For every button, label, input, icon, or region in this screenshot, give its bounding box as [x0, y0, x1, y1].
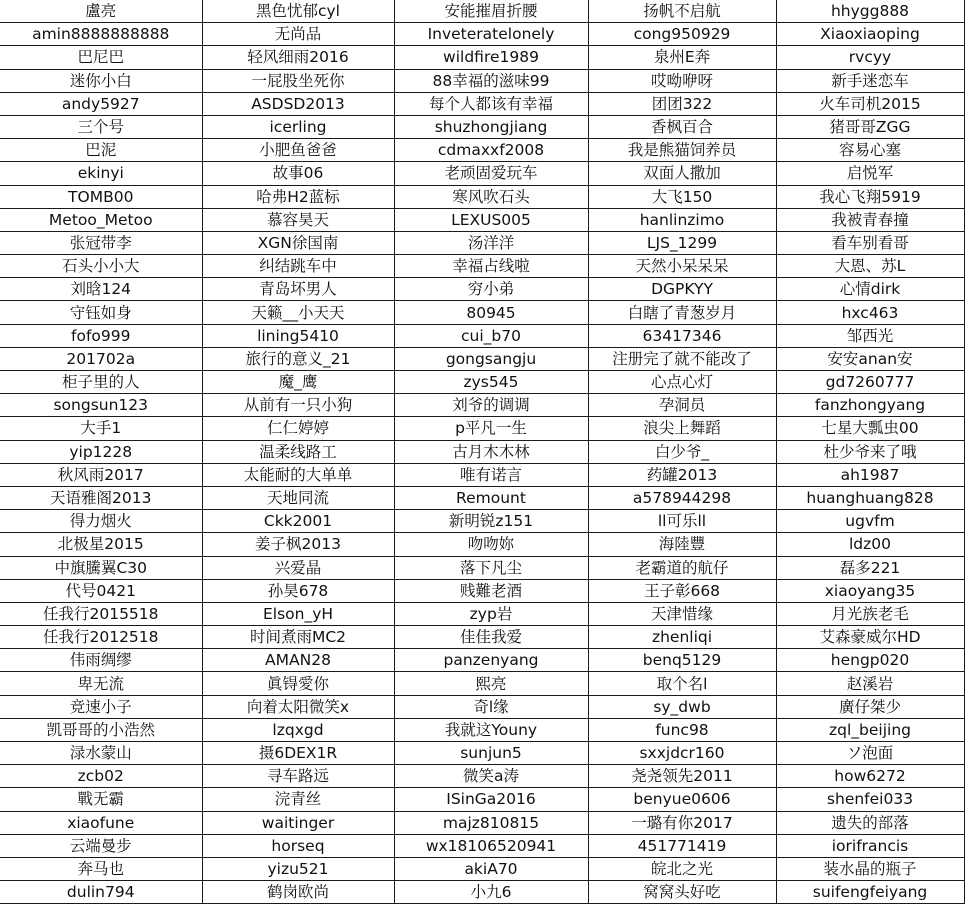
- table-cell: suifengfeiyang: [776, 881, 964, 904]
- table-cell: 201702a: [0, 347, 202, 370]
- table-cell: 仁仁婷婷: [202, 417, 394, 440]
- table-row: [0, 92, 964, 115]
- table-cell: 小肥鱼爸爸: [202, 139, 394, 162]
- table-row: [0, 857, 964, 880]
- table-cell: 北极星2015: [0, 533, 202, 556]
- table-cell: 老霸道的航仔: [588, 556, 776, 579]
- table-cell: 海陸豐: [588, 533, 776, 556]
- table-cell: 药罐2013: [588, 463, 776, 486]
- table-row: [0, 579, 964, 602]
- table-row: [0, 672, 964, 695]
- table-cell: 卑无流: [0, 672, 202, 695]
- table-cell: func98: [588, 718, 776, 741]
- table-cell: zys545: [394, 371, 588, 394]
- table-cell: XGN徐国南: [202, 231, 394, 254]
- table-cell: zyp岩: [394, 602, 588, 625]
- table-cell: 代号0421: [0, 579, 202, 602]
- table-cell: andy5927: [0, 92, 202, 115]
- table-cell: ll可乐ll: [588, 510, 776, 533]
- table-cell: a578944298: [588, 486, 776, 509]
- table-cell: 浣青丝: [202, 788, 394, 811]
- table-cell: 汤洋洋: [394, 231, 588, 254]
- table-cell: 守钰如身: [0, 301, 202, 324]
- table-row: [0, 162, 964, 185]
- table-cell: 88幸福的滋味99: [394, 69, 588, 92]
- table-cell: 80945: [394, 301, 588, 324]
- table-cell: 戰无霸: [0, 788, 202, 811]
- table-cell: 一璐有你2017: [588, 811, 776, 834]
- table-row: [0, 185, 964, 208]
- table-cell: DGPKYY: [588, 278, 776, 301]
- table-cell: 竞速小子: [0, 695, 202, 718]
- table-cell: akiA70: [394, 857, 588, 880]
- table-cell: 微笑a涛: [394, 765, 588, 788]
- table-cell: 凯哥哥的小浩然: [0, 718, 202, 741]
- table-cell: ldz00: [776, 533, 964, 556]
- table-cell: 迷你小白: [0, 69, 202, 92]
- table-cell: hengp020: [776, 649, 964, 672]
- table-cell: 天津惜缘: [588, 602, 776, 625]
- table-cell: Metoo_Metoo: [0, 208, 202, 231]
- table-cell: wildfire1989: [394, 46, 588, 69]
- table-cell: how6272: [776, 765, 964, 788]
- table-cell: fanzhongyang: [776, 394, 964, 417]
- table-cell: 寻车路远: [202, 765, 394, 788]
- table-cell: 石头小小大: [0, 255, 202, 278]
- table-cell: amin8888888888: [0, 23, 202, 46]
- table-cell: 旅行的意义_21: [202, 347, 394, 370]
- table-cell: majz810815: [394, 811, 588, 834]
- table-cell: 魔_鹰: [202, 371, 394, 394]
- table-cell: 大恩、苏L: [776, 255, 964, 278]
- table-cell: ISinGa2016: [394, 788, 588, 811]
- table-cell: 大手1: [0, 417, 202, 440]
- table-cell: 新手迷恋车: [776, 69, 964, 92]
- table-cell: AMAN28: [202, 649, 394, 672]
- table-cell: 磊多221: [776, 556, 964, 579]
- table-cell: sunjun5: [394, 742, 588, 765]
- table-cell: 皖北之光: [588, 857, 776, 880]
- table-cell: 七星大瓢虫00: [776, 417, 964, 440]
- table-cell: 奇l缘: [394, 695, 588, 718]
- table-cell: 秋风雨2017: [0, 463, 202, 486]
- table-cell: p平凡一生: [394, 417, 588, 440]
- table-cell: cui_b70: [394, 324, 588, 347]
- table-cell: wx18106520941: [394, 834, 588, 857]
- table-cell: 刘晗124: [0, 278, 202, 301]
- table-row: [0, 371, 964, 394]
- table-cell: gongsangju: [394, 347, 588, 370]
- table-cell: 寒风吹石头: [394, 185, 588, 208]
- table-row: [0, 440, 964, 463]
- table-cell: yip1228: [0, 440, 202, 463]
- table-cell: 王子彰668: [588, 579, 776, 602]
- table-cell: zcb02: [0, 765, 202, 788]
- table-cell: 眞锝愛你: [202, 672, 394, 695]
- table-cell: 中旗騰翼C30: [0, 556, 202, 579]
- table-row: [0, 834, 964, 857]
- table-cell: ソ泡面: [776, 742, 964, 765]
- table-cell: 幸福占线啦: [394, 255, 588, 278]
- table-cell: sxxjdcr160: [588, 742, 776, 765]
- table-row: [0, 417, 964, 440]
- table-row: [0, 742, 964, 765]
- table-cell: Remount: [394, 486, 588, 509]
- table-cell: 青岛坏男人: [202, 278, 394, 301]
- table-cell: 安能摧眉折腰: [394, 0, 588, 23]
- table-cell: 天地同流: [202, 486, 394, 509]
- table-cell: hxc463: [776, 301, 964, 324]
- table-cell: shuzhongjiang: [394, 115, 588, 138]
- table-cell: waitinger: [202, 811, 394, 834]
- table-cell: 香枫百合: [588, 115, 776, 138]
- table-cell: Inveteratelonely: [394, 23, 588, 46]
- table-row: [0, 115, 964, 138]
- table-cell: ugvfm: [776, 510, 964, 533]
- table-cell: xiaoyang35: [776, 579, 964, 602]
- table-cell: 温柔线路工: [202, 440, 394, 463]
- table-cell: 火车司机2015: [776, 92, 964, 115]
- table-cell: hanlinzimo: [588, 208, 776, 231]
- table-cell: 太能耐的大单单: [202, 463, 394, 486]
- table-cell: 熙亮: [394, 672, 588, 695]
- table-cell: lzqxgd: [202, 718, 394, 741]
- table-cell: 三个号: [0, 115, 202, 138]
- table-row: [0, 69, 964, 92]
- table-cell: 63417346: [588, 324, 776, 347]
- table-cell: 新明锐z151: [394, 510, 588, 533]
- table-cell: 得力烟火: [0, 510, 202, 533]
- table-cell: ASDSD2013: [202, 92, 394, 115]
- table-cell: cong950929: [588, 23, 776, 46]
- table-cell: benyue0606: [588, 788, 776, 811]
- table-cell: 一屁股坐死你: [202, 69, 394, 92]
- table-row: [0, 46, 964, 69]
- table-row: [0, 881, 964, 904]
- table-cell: 装水晶的瓶子: [776, 857, 964, 880]
- table-row: [0, 765, 964, 788]
- table-cell: 我心飞翔5919: [776, 185, 964, 208]
- table-cell: 任我行2012518: [0, 626, 202, 649]
- table-cell: 穷小弟: [394, 278, 588, 301]
- table-cell: songsun123: [0, 394, 202, 417]
- table-cell: 团团322: [588, 92, 776, 115]
- table-cell: 天然小呆呆呆: [588, 255, 776, 278]
- table-row: [0, 255, 964, 278]
- table-cell: 天语雅阁2013: [0, 486, 202, 509]
- table-cell: 姜子枫2013: [202, 533, 394, 556]
- table-cell: 扬帆不启航: [588, 0, 776, 23]
- table-cell: 心情dirk: [776, 278, 964, 301]
- table-cell: 我被青春撞: [776, 208, 964, 231]
- table-cell: lining5410: [202, 324, 394, 347]
- table-cell: benq5129: [588, 649, 776, 672]
- table-cell: 刘爷的调调: [394, 394, 588, 417]
- table-cell: shenfei033: [776, 788, 964, 811]
- table-cell: Elson_yH: [202, 602, 394, 625]
- table-cell: 双面人撒加: [588, 162, 776, 185]
- table-cell: 安安anan安: [776, 347, 964, 370]
- table-cell: 吻吻妳: [394, 533, 588, 556]
- table-row: [0, 695, 964, 718]
- table-cell: 慕容昊天: [202, 208, 394, 231]
- table-cell: Xiaoxiaoping: [776, 23, 964, 46]
- table-cell: 天籁__小天天: [202, 301, 394, 324]
- table-cell: 浪尖上舞蹈: [588, 417, 776, 440]
- table-cell: LEXUS005: [394, 208, 588, 231]
- table-row: [0, 0, 964, 23]
- table-cell: icerling: [202, 115, 394, 138]
- table-cell: 云端曼步: [0, 834, 202, 857]
- table-cell: ah1987: [776, 463, 964, 486]
- table-cell: 月光族老毛: [776, 602, 964, 625]
- table-cell: 邹西光: [776, 324, 964, 347]
- table-row: [0, 718, 964, 741]
- table-cell: 艾森豪威尔HD: [776, 626, 964, 649]
- table-row: [0, 811, 964, 834]
- table-cell: cdmaxxf2008: [394, 139, 588, 162]
- table-cell: Ckk2001: [202, 510, 394, 533]
- table-cell: huanghuang828: [776, 486, 964, 509]
- table-cell: panzenyang: [394, 649, 588, 672]
- table-cell: 哈弗H2蓝标: [202, 185, 394, 208]
- table-cell: 我是熊猫饲养员: [588, 139, 776, 162]
- table-cell: 巴泥: [0, 139, 202, 162]
- table-cell: zhenliqi: [588, 626, 776, 649]
- table-row: [0, 301, 964, 324]
- table-cell: iorifrancis: [776, 834, 964, 857]
- table-cell: 兴爱晶: [202, 556, 394, 579]
- table-cell: 纠结跳车中: [202, 255, 394, 278]
- table-cell: xiaofune: [0, 811, 202, 834]
- table-cell: 向着太阳微笑x: [202, 695, 394, 718]
- table-cell: 老顽固爱玩车: [394, 162, 588, 185]
- table-cell: 尧尧领先2011: [588, 765, 776, 788]
- table-cell: 贱難老酒: [394, 579, 588, 602]
- table-cell: 猪哥哥ZGG: [776, 115, 964, 138]
- table-cell: 遗失的部落: [776, 811, 964, 834]
- table-cell: 泉州E奔: [588, 46, 776, 69]
- table-cell: 鹤岗欧尚: [202, 881, 394, 904]
- table-cell: 任我行2015518: [0, 602, 202, 625]
- table-cell: 小九6: [394, 881, 588, 904]
- table-cell: 廣仔桀少: [776, 695, 964, 718]
- table-cell: 从前有一只小狗: [202, 394, 394, 417]
- table-cell: 轻风细雨2016: [202, 46, 394, 69]
- table-row: [0, 347, 964, 370]
- table-cell: 故事06: [202, 162, 394, 185]
- table-cell: 容易心塞: [776, 139, 964, 162]
- table-cell: 黑色忧郁cyl: [202, 0, 394, 23]
- table-cell: 我就这Youny: [394, 718, 588, 741]
- table-cell: 大飞150: [588, 185, 776, 208]
- table-cell: 孕洞员: [588, 394, 776, 417]
- table-cell: horseq: [202, 834, 394, 857]
- table-cell: 白少爷_: [588, 440, 776, 463]
- table-cell: 注册完了就不能改了: [588, 347, 776, 370]
- table-cell: 白瞎了青葱岁月: [588, 301, 776, 324]
- table-row: [0, 208, 964, 231]
- table-row: [0, 533, 964, 556]
- table-cell: 杜少爷来了哦: [776, 440, 964, 463]
- table-cell: 心点心灯: [588, 371, 776, 394]
- table-cell: 唯有诺言: [394, 463, 588, 486]
- table-cell: 伟雨绸缪: [0, 649, 202, 672]
- table-cell: 奔马也: [0, 857, 202, 880]
- table-row: [0, 278, 964, 301]
- table-row: [0, 23, 964, 46]
- table-cell: 张冠带李: [0, 231, 202, 254]
- table-cell: 佳佳我爱: [394, 626, 588, 649]
- table-cell: 启悦军: [776, 162, 964, 185]
- table-cell: 每个人都该有幸福: [394, 92, 588, 115]
- table-cell: 取个名l: [588, 672, 776, 695]
- table-row: [0, 788, 964, 811]
- table-cell: fofo999: [0, 324, 202, 347]
- table-cell: sy_dwb: [588, 695, 776, 718]
- table-cell: 看车别看哥: [776, 231, 964, 254]
- table-row: [0, 602, 964, 625]
- table-cell: ekinyi: [0, 162, 202, 185]
- table-cell: gd7260777: [776, 371, 964, 394]
- table-cell: yizu521: [202, 857, 394, 880]
- table-cell: 无尚品: [202, 23, 394, 46]
- table-cell: 渌水蒙山: [0, 742, 202, 765]
- table-row: [0, 231, 964, 254]
- table-cell: 落下凡尘: [394, 556, 588, 579]
- table-cell: 盧亮: [0, 0, 202, 23]
- table-cell: 窝窝头好吃: [588, 881, 776, 904]
- table-cell: dulin794: [0, 881, 202, 904]
- table-cell: hhygg888: [776, 0, 964, 23]
- table-cell: 赵溪岩: [776, 672, 964, 695]
- table-cell: 哎呦咿呀: [588, 69, 776, 92]
- table-row: [0, 649, 964, 672]
- table-cell: rvcyy: [776, 46, 964, 69]
- table-cell: 451771419: [588, 834, 776, 857]
- table-cell: 摄6DEX1R: [202, 742, 394, 765]
- table-row: [0, 556, 964, 579]
- table-cell: TOMB00: [0, 185, 202, 208]
- table-cell: 巴尼巴: [0, 46, 202, 69]
- table-row: [0, 324, 964, 347]
- table-row: [0, 626, 964, 649]
- table-row: [0, 463, 964, 486]
- table-cell: 古月木木林: [394, 440, 588, 463]
- table-cell: 时间煮雨MC2: [202, 626, 394, 649]
- table-cell: 孙昊678: [202, 579, 394, 602]
- table-cell: 柜子里的人: [0, 371, 202, 394]
- table-row: [0, 486, 964, 509]
- table-row: [0, 394, 964, 417]
- table-row: [0, 510, 964, 533]
- table-cell: zql_beijing: [776, 718, 964, 741]
- table-cell: LJS_1299: [588, 231, 776, 254]
- table-row: [0, 139, 964, 162]
